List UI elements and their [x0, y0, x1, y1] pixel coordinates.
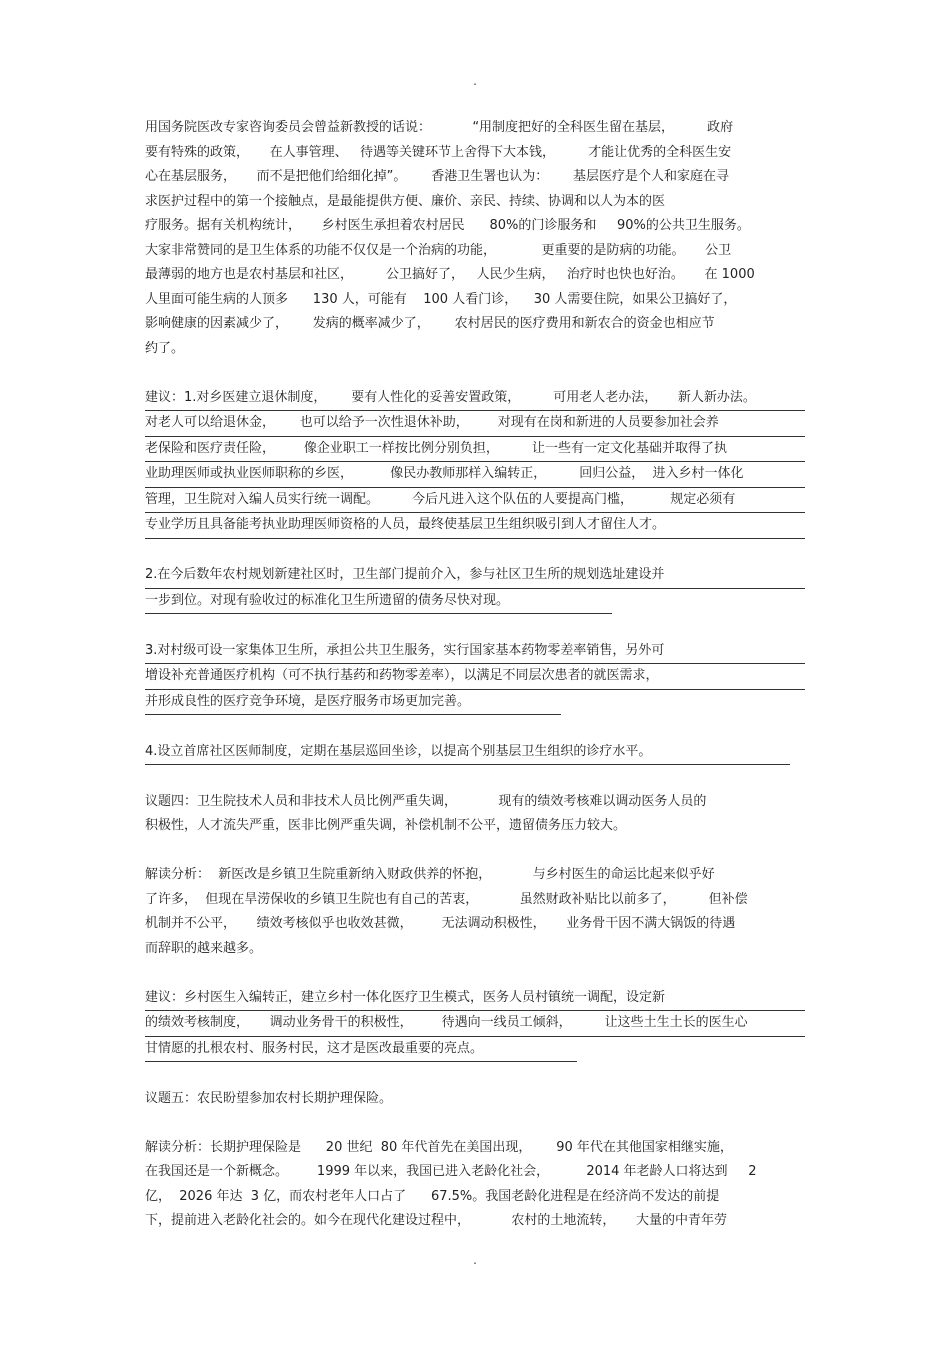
paragraph-gap [145, 361, 810, 386]
paragraph-gap [145, 765, 810, 790]
page-marker-top: . [473, 74, 477, 88]
text-line: 专业学历且具备能考执业助理医师资格的人员，最终使基层卫生组织吸引到人才留住人才。 [145, 513, 805, 539]
text-line: 最薄弱的地方也是农村基层和社区， 公卫搞好了， 人民少生病， 治疗时也快也好治。 在 1000 [145, 267, 755, 282]
text-line: 一步到位。对现有验收过的标准化卫生所遗留的债务尽快对现。 [145, 589, 612, 615]
paragraph-gap [145, 539, 810, 564]
text-line: 了许多， 但现在旱涝保收的乡镇卫生院也有自己的苦衷， 虽然财政补贴比以前多了， 但补偿 [145, 891, 748, 907]
body-paragraph [145, 116, 810, 361]
text-line: 要有特殊的政策， 在人事管理、 待遇等关键环节上舍得下大本钱， 才能让优秀的全科医生安 [145, 144, 732, 160]
text-line: 增设补充普通医疗机构（可不执行基药和药物零差率），以满足不同层次患者的就医需求， [145, 664, 805, 690]
text-line: 甘情愿的扎根农村、服务村民，这才是医改最重要的亮点。 [145, 1037, 577, 1063]
text-line: 建议：乡村医生入编转正，建立乡村一体化医疗卫生模式，医务人员村镇统一调配，设定新 [145, 986, 805, 1012]
text-line: 机制并不公平， 绩效考核似乎也收效甚微， 无法调动积极性， 业务骨干因不满大锅饭的待遇 [145, 916, 736, 931]
text-line: 业助理医师或执业医师职称的乡医， 像民办教师那样入编转正， 回归公益， 进入乡村一体化 [145, 462, 805, 488]
document-body [145, 116, 810, 1234]
paragraph-gap [145, 1111, 810, 1136]
page-marker-bottom: . [473, 1253, 477, 1267]
text-line: 下，提前进入老龄化社会的。如今在现代化建设过程中， 农村的土地流转， 大量的中青年劳 [145, 1213, 727, 1228]
text-line: 疗服务。据有关机构统计， 乡村医生承担着农村居民 80%的门诊服务和 90%的公共卫生服务。 [145, 218, 750, 233]
text-line: 影响健康的因素减少了， 发病的概率减少了， 农村居民的医疗费用和新农合的资金也相应节 [145, 316, 715, 331]
suggestion-paragraph [145, 740, 810, 766]
body-paragraph [145, 1087, 810, 1112]
text-line: 对老人可以给退休金， 也可以给予一次性退休补助， 对现有在岗和新进的人员要参加社会养 [145, 411, 805, 437]
text-line: 的绩效考核制度， 调动业务骨干的积极性， 待遇向一线员工倾斜， 让这些土生土长的医生心 [145, 1011, 805, 1037]
body-paragraph [145, 1136, 810, 1234]
text-line: 3.对村级可设一家集体卫生所，承担公共卫生服务，实行国家基本药物零差率销售，另外可 [145, 639, 805, 665]
text-line: 人里面可能生病的人顶多 130 人，可能有 100 人看门诊， 30 人需要住院，如果公卫搞好了， [145, 291, 737, 307]
text-line: 老保险和医疗责任险， 像企业职工一样按比例分别负担， 让一些有一定文化基础并取得了执 [145, 437, 805, 463]
suggestion-paragraph [145, 563, 810, 614]
text-line: 而辞职的越来越多。 [145, 940, 263, 956]
paragraph-gap [145, 614, 810, 639]
text-line: 用国务院医改专家咨询委员会曾益新教授的话说： “用制度把好的全科医生留在基层， 政府 [145, 120, 734, 135]
suggestion-paragraph [145, 639, 810, 716]
text-line: 求医护过程中的第一个接触点，是最能提供方便、廉价、亲民、持续、协调和以人为本的医 [145, 193, 666, 209]
suggestion-paragraph [145, 386, 810, 539]
text-line: 4.设立首席社区医师制度，定期在基层巡回坐诊，以提高个别基层卫生组织的诊疗水平。 [145, 740, 790, 766]
body-paragraph [145, 790, 810, 839]
paragraph-gap [145, 839, 810, 864]
text-line: 亿， 2026 年达 3 亿，而农村老年人口占了 67.5%。我国老龄化进程是在经济尚不发达的前提 [145, 1188, 720, 1204]
text-line: 解读分析：长期护理保险是 20 世纪 80 年代首先在美国出现， 90 年代在其他国家相继实施， [145, 1139, 733, 1155]
text-line: 管理，卫生院对入编人员实行统一调配。 今后凡进入这个队伍的人要提高门槛， 规定必须有 [145, 488, 805, 514]
text-line: 议题五：农民盼望参加农村长期护理保险。 [145, 1090, 393, 1106]
text-line: 并形成良性的医疗竞争环境，是医疗服务市场更加完善。 [145, 690, 561, 716]
text-line: 建议：1.对乡医建立退休制度， 要有人性化的妥善安置政策， 可用老人老办法， 新人新办法。 [145, 386, 805, 412]
text-line: 约了。 [145, 340, 185, 356]
text-line: 解读分析： 新医改是乡镇卫生院重新纳入财政供养的怀抱， 与乡村医生的命运比起来似乎好 [145, 867, 715, 882]
text-line: 大家非常赞同的是卫生体系的功能不仅仅是一个治病的功能， 更重要的是防病的功能。 公卫 [145, 242, 732, 258]
suggestion-paragraph [145, 986, 810, 1063]
paragraph-gap [145, 961, 810, 986]
text-line: 心在基层服务， 而不是把他们给细化掉”。 香港卫生署也认为： 基层医疗是个人和家庭在寻 [145, 169, 729, 184]
paragraph-gap [145, 1062, 810, 1087]
text-line: 2.在今后数年农村规划新建社区时，卫生部门提前介入，参与社区卫生所的规划选址建设并 [145, 563, 805, 589]
text-line: 议题四：卫生院技术人员和非技术人员比例严重失调， 现有的绩效考核难以调动医务人员的 [145, 793, 707, 809]
body-paragraph [145, 863, 810, 961]
paragraph-gap [145, 715, 810, 740]
text-line: 积极性，人才流失严重，医非比例严重失调，补偿机制不公平，遗留债务压力较大。 [145, 818, 627, 833]
text-line: 在我国还是一个新概念。 1999 年以来，我国已进入老龄化社会， 2014 年老龄人口将达到 2 [145, 1164, 757, 1179]
